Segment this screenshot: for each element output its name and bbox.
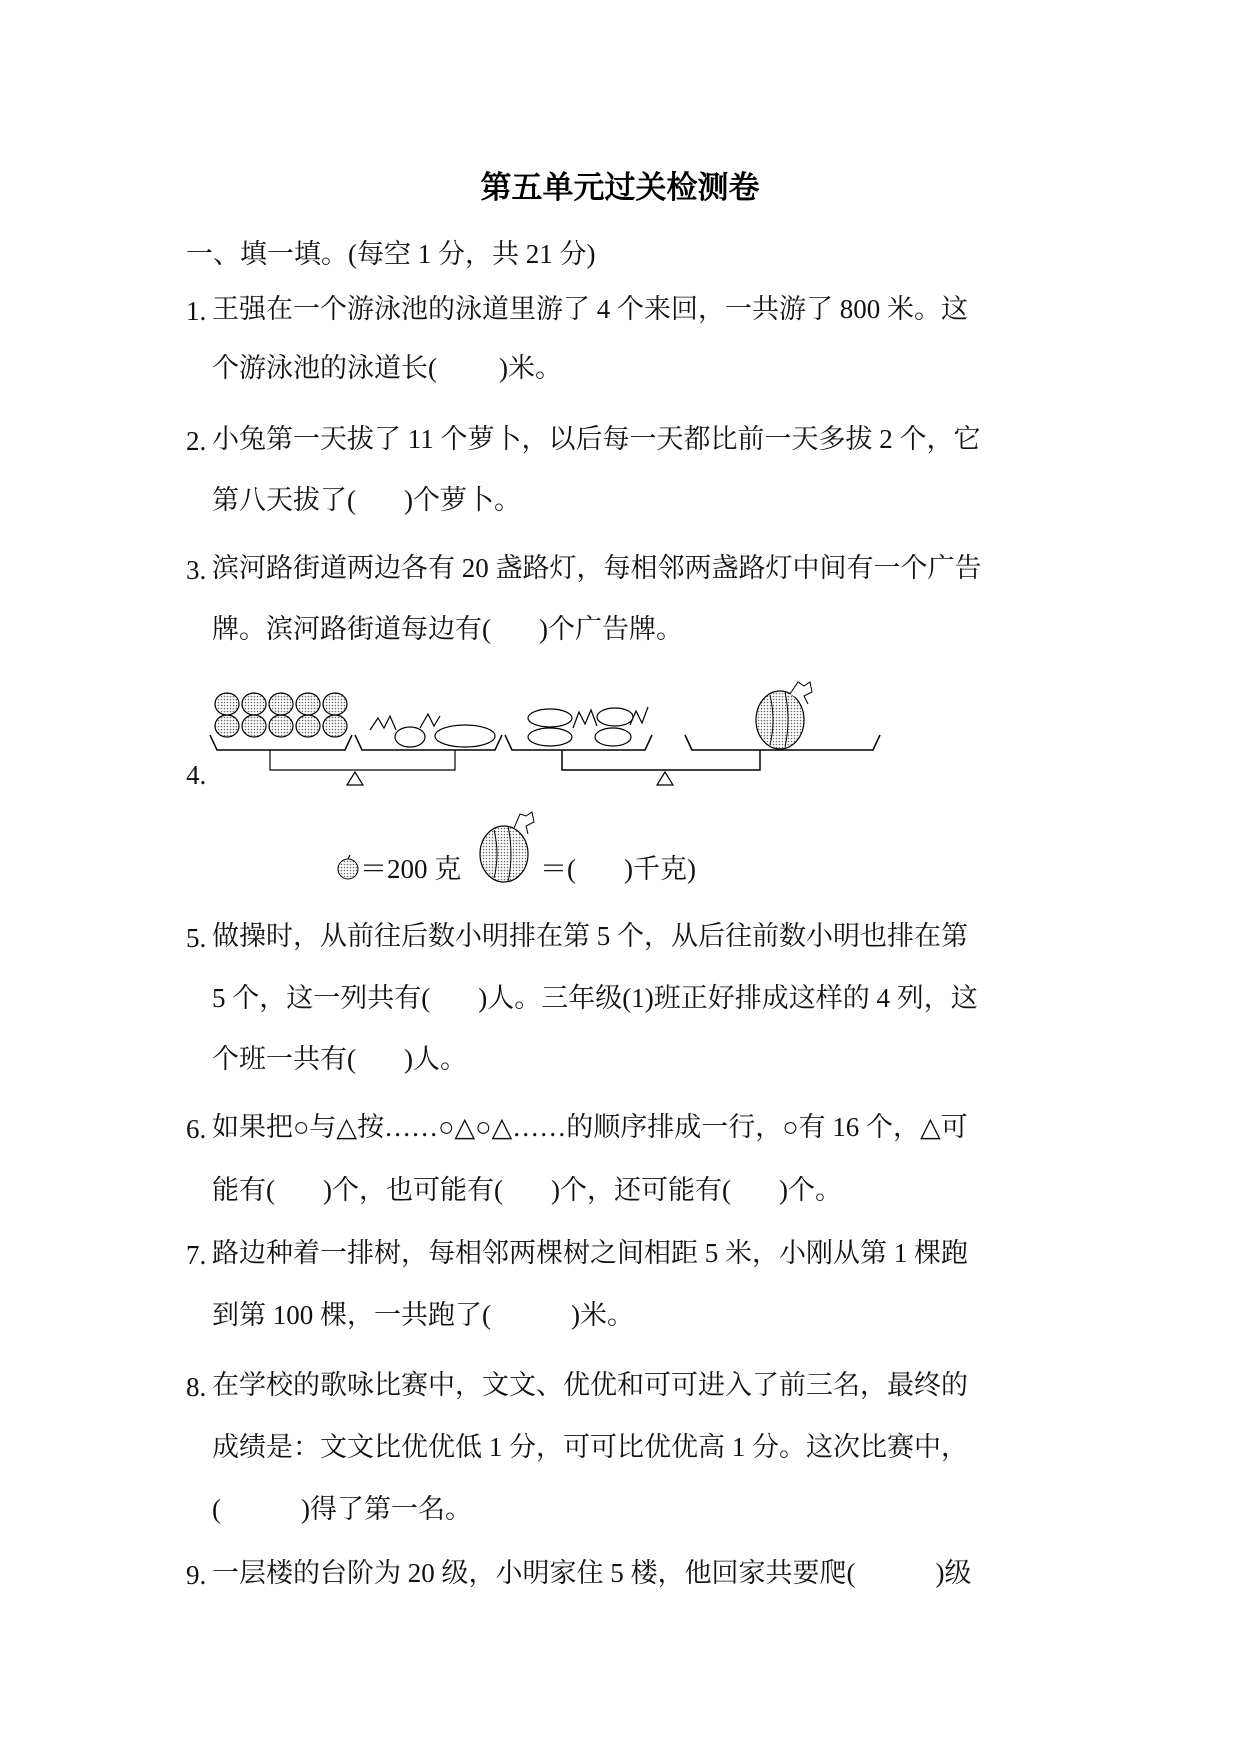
question-number: 1. [186,296,207,326]
question-number: 8. [186,1372,207,1402]
scale-2 [505,682,880,785]
balance-scales-figure [205,680,885,790]
question-text: 牌。滨河路街道每边有( )个广告牌。 [212,614,683,644]
question-text: 5 个，这一列共有( )人。三年级(1)班正好排成这样的 4 列，这 [212,983,978,1013]
apple-weight-text: ＝200 克 [360,854,462,884]
question-number: 7. [186,1240,207,1270]
question-number: 2. [186,426,207,456]
page-title: 第五单元过关检测卷 [480,170,760,206]
question-text: 做操时，从前往后数小明排在第 5 个，从后往前数小明也排在第 [212,921,968,951]
question-text: 能有( )个，也可能有( )个，还可能有( )个。 [212,1175,842,1205]
question-text: 滨河路街道两边各有 20 盏路灯，每相邻两盏路灯中间有一个广告 [212,553,982,583]
question-number: 6. [186,1114,207,1144]
question-text: 成绩是：文文比优优低 1 分，可可比优优高 1 分。这次比赛中， [212,1432,968,1462]
section-heading: 一、填一填。(每空 1 分，共 21 分) [186,239,596,269]
watermelon-icon [476,806,538,884]
scale-1 [210,693,502,785]
question-text: 个班一共有( )人。 [212,1044,467,1074]
apple-icon [337,854,359,880]
question-text: 个游泳池的泳道长( )米。 [212,353,562,383]
question-text: 小兔第一天拔了 11 个萝卜，以后每一天都比前一天多拔 2 个，它 [212,424,981,454]
question-number: 9. [186,1560,207,1590]
question-text: 到第 100 棵，一共跑了( )米。 [212,1300,634,1330]
question-number: 5. [186,923,207,953]
question-text: ( )得了第一名。 [212,1494,472,1524]
question-text: ＝( )千克) [540,854,696,884]
question-number: 3. [186,555,207,585]
question-text: 一层楼的台阶为 20 级，小明家住 5 楼，他回家共要爬( )级 [212,1558,972,1588]
question-text: 在学校的歌咏比赛中，文文、优优和可可进入了前三名，最终的 [212,1370,968,1400]
question-text: 路边种着一排树，每相邻两棵树之间相距 5 米，小刚从第 1 棵跑 [212,1238,968,1268]
question-text: 第八天拔了( )个萝卜。 [212,485,521,515]
question-text: 王强在一个游泳池的泳道里游了 4 个来回，一共游了 800 米。这 [212,294,968,324]
question-text: 如果把○与△按……○△○△……的顺序排成一行，○有 16 个，△可 [212,1112,968,1142]
question-number: 4. [186,760,207,790]
